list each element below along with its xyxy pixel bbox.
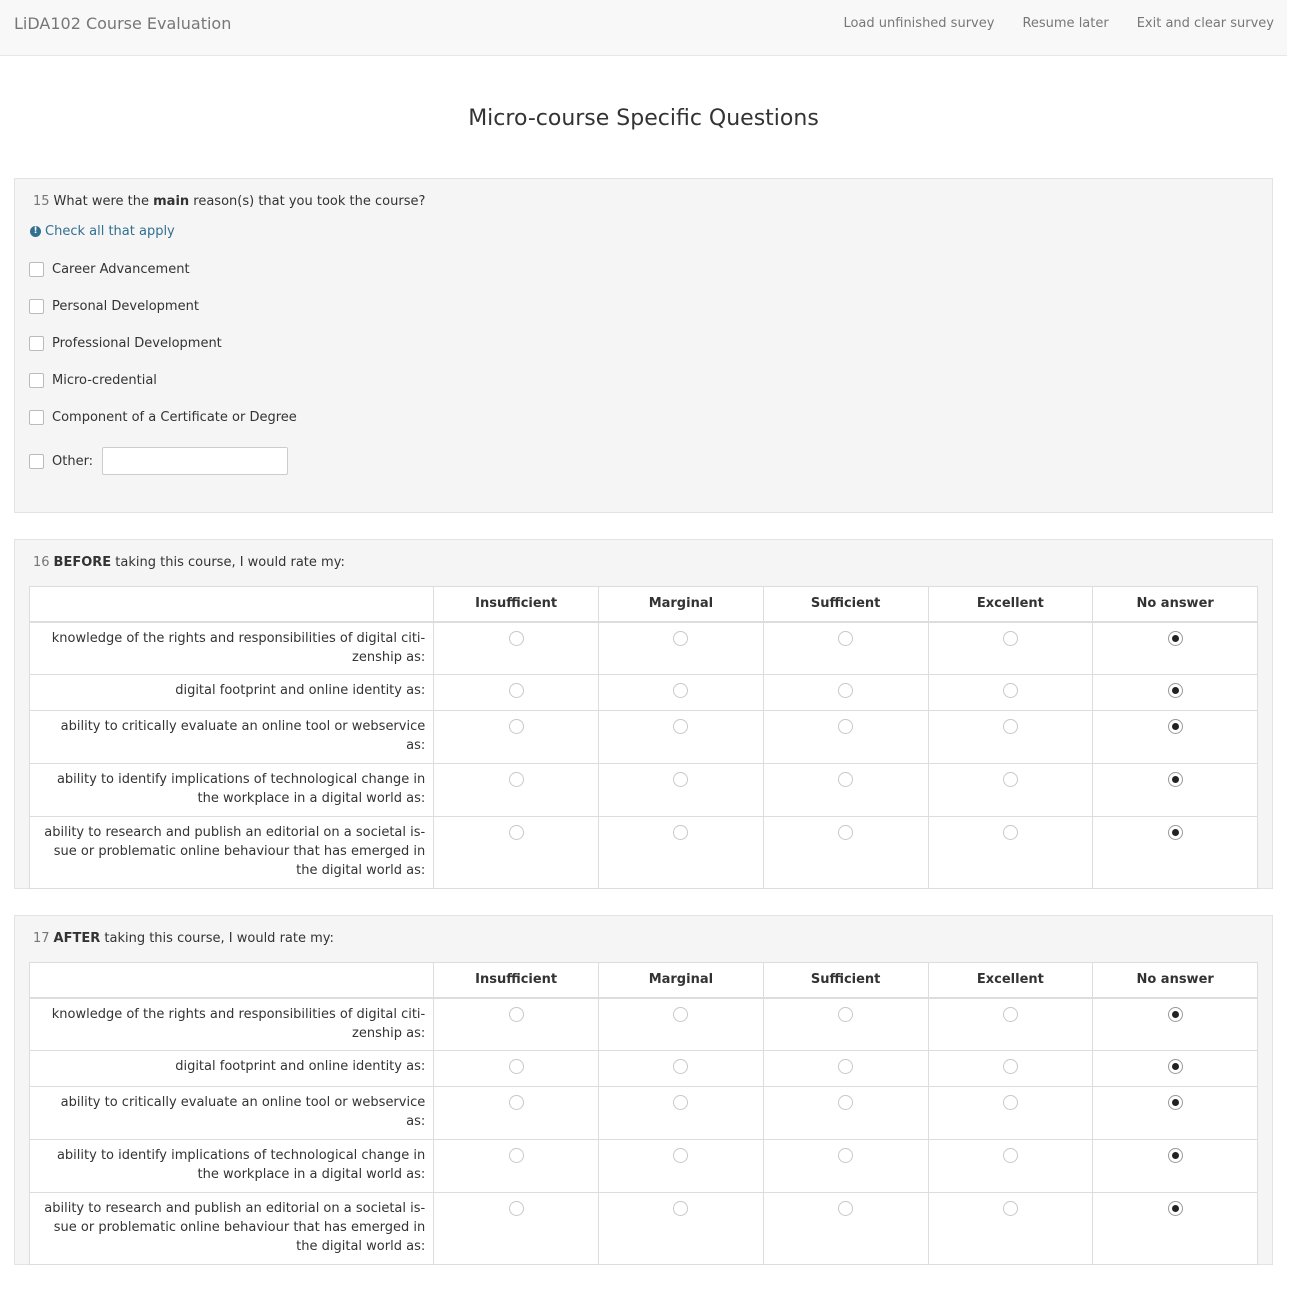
other-input[interactable]	[102, 447, 288, 475]
row-label: knowledge of the rights and responsibilities of digital citi-zenship as:	[30, 998, 434, 1051]
option-cell[interactable]	[928, 817, 1093, 889]
column-excellent: Excellent	[928, 963, 1093, 998]
radio-insufficient[interactable]	[509, 772, 524, 787]
rating-matrix-before	[29, 586, 1258, 889]
matrix-row	[30, 1193, 1258, 1265]
option-cell[interactable]	[1093, 817, 1258, 889]
option-personal-development[interactable]: Personal Development	[29, 299, 199, 314]
radio-insufficient[interactable]	[509, 1059, 524, 1074]
radio-excellent[interactable]	[1003, 772, 1018, 787]
radio-insufficient[interactable]	[509, 825, 524, 840]
survey-title[interactable]: LiDA102 Course Evaluation	[14, 14, 232, 33]
radio-sufficient[interactable]	[838, 772, 853, 787]
column-insufficient: Insufficient	[434, 587, 599, 622]
radio-insufficient[interactable]	[509, 683, 524, 698]
radio-excellent[interactable]	[1003, 719, 1018, 734]
matrix-row	[30, 1087, 1258, 1140]
option-cell[interactable]	[1093, 1140, 1258, 1193]
radio-excellent[interactable]	[1003, 1007, 1018, 1022]
row-label: ability to identify implications of technological change in the workplace in a digital world as:	[30, 764, 434, 817]
radio-excellent[interactable]	[1003, 1059, 1018, 1074]
radio-insufficient[interactable]	[509, 1201, 524, 1216]
option-cell[interactable]	[599, 711, 764, 764]
question-number: 17	[33, 931, 50, 946]
option-cell[interactable]	[763, 1140, 928, 1193]
radio-marginal[interactable]	[673, 1007, 688, 1022]
option-cell[interactable]	[434, 998, 599, 1051]
radio-no-answer[interactable]	[1168, 683, 1183, 698]
radio-excellent[interactable]	[1003, 825, 1018, 840]
column-excellent: Excellent	[928, 587, 1093, 622]
option-cell[interactable]	[434, 1140, 599, 1193]
option-cell[interactable]	[928, 1051, 1093, 1087]
radio-excellent[interactable]	[1003, 683, 1018, 698]
navbar	[0, 0, 1287, 56]
checkbox[interactable]	[29, 410, 44, 425]
column-sufficient: Sufficient	[763, 587, 928, 622]
option-micro-credential[interactable]: Micro-credential	[29, 373, 157, 388]
matrix-row	[30, 817, 1258, 889]
radio-no-answer[interactable]	[1168, 772, 1183, 787]
option-cell[interactable]	[599, 1051, 764, 1087]
radio-marginal[interactable]	[673, 683, 688, 698]
radio-marginal[interactable]	[673, 719, 688, 734]
radio-sufficient[interactable]	[838, 1059, 853, 1074]
option-cell[interactable]	[1093, 675, 1258, 711]
option-cell[interactable]	[1093, 764, 1258, 817]
radio-marginal[interactable]	[673, 1201, 688, 1216]
option-cell[interactable]	[434, 1087, 599, 1140]
option-cell[interactable]	[434, 817, 599, 889]
option-cell[interactable]	[1093, 1087, 1258, 1140]
option-cell[interactable]	[599, 764, 764, 817]
load-unfinished-survey-link[interactable]: Load unfinished survey	[843, 16, 995, 31]
option-cell[interactable]	[763, 817, 928, 889]
radio-no-answer[interactable]	[1168, 631, 1183, 646]
question-16	[14, 539, 1273, 889]
radio-sufficient[interactable]	[838, 825, 853, 840]
option-cell[interactable]	[599, 675, 764, 711]
radio-marginal[interactable]	[673, 772, 688, 787]
option-cell[interactable]	[434, 675, 599, 711]
option-cell[interactable]	[1093, 1193, 1258, 1265]
radio-no-answer[interactable]	[1168, 719, 1183, 734]
matrix-row	[30, 998, 1258, 1051]
option-cell[interactable]	[599, 817, 764, 889]
radio-excellent[interactable]	[1003, 1095, 1018, 1110]
option-cell[interactable]	[1093, 1051, 1258, 1087]
option-other[interactable]: Other:	[29, 447, 288, 475]
radio-marginal[interactable]	[673, 1148, 688, 1163]
question-number: 16	[33, 555, 50, 570]
option-career-advancement[interactable]: Career Advancement	[29, 262, 190, 277]
option-cell[interactable]	[1093, 998, 1258, 1051]
checkbox[interactable]	[29, 262, 44, 277]
option-cell[interactable]	[599, 1193, 764, 1265]
row-label: ability to research and publish an editorial on a societal is-sue or problematic online behaviour that has emerged in the digital world as:	[30, 817, 434, 889]
exit-and-clear-survey-link[interactable]: Exit and clear survey	[1136, 16, 1274, 31]
option-cell[interactable]	[1093, 622, 1258, 675]
matrix-row	[30, 675, 1258, 711]
question-17-text: 17 AFTER taking this course, I would rate my:	[33, 931, 334, 946]
row-label: ability to identify implications of technological change in the workplace in a digital world as:	[30, 1140, 434, 1193]
column-sufficient: Sufficient	[763, 963, 928, 998]
radio-sufficient[interactable]	[838, 631, 853, 646]
checkbox[interactable]	[29, 336, 44, 351]
radio-sufficient[interactable]	[838, 1148, 853, 1163]
option-certificate-or-degree[interactable]: Component of a Certificate or Degree	[29, 410, 297, 425]
radio-no-answer[interactable]	[1168, 1007, 1183, 1022]
option-cell[interactable]	[928, 622, 1093, 675]
matrix-row	[30, 711, 1258, 764]
radio-no-answer[interactable]	[1168, 1095, 1183, 1110]
radio-sufficient[interactable]	[838, 719, 853, 734]
question-number: 15	[33, 194, 50, 209]
option-cell[interactable]	[434, 711, 599, 764]
option-cell[interactable]	[763, 711, 928, 764]
checkbox[interactable]	[29, 299, 44, 314]
nav-links	[843, 16, 1274, 31]
radio-sufficient[interactable]	[838, 1095, 853, 1110]
column-marginal: Marginal	[599, 963, 764, 998]
option-cell[interactable]	[434, 622, 599, 675]
row-label: ability to critically evaluate an online tool or webservice as:	[30, 1087, 434, 1140]
option-cell[interactable]	[434, 1051, 599, 1087]
option-cell[interactable]	[763, 1051, 928, 1087]
option-cell[interactable]	[599, 998, 764, 1051]
radio-marginal[interactable]	[673, 825, 688, 840]
column-insufficient: Insufficient	[434, 963, 599, 998]
row-label: digital footprint and online identity as:	[30, 675, 434, 711]
question-15	[14, 178, 1273, 513]
radio-no-answer[interactable]	[1168, 1059, 1183, 1074]
radio-sufficient[interactable]	[838, 683, 853, 698]
matrix-row	[30, 1140, 1258, 1193]
radio-insufficient[interactable]	[509, 1007, 524, 1022]
radio-excellent[interactable]	[1003, 631, 1018, 646]
radio-marginal[interactable]	[673, 1059, 688, 1074]
radio-no-answer[interactable]	[1168, 1148, 1183, 1163]
option-cell[interactable]	[599, 622, 764, 675]
radio-no-answer[interactable]	[1168, 1201, 1183, 1216]
option-cell[interactable]	[928, 764, 1093, 817]
option-cell[interactable]	[763, 675, 928, 711]
radio-marginal[interactable]	[673, 631, 688, 646]
option-cell[interactable]	[434, 1193, 599, 1265]
row-label: ability to research and publish an editorial on a societal is-sue or problematic online behaviour that has emerged in the digital world as:	[30, 1193, 434, 1265]
radio-marginal[interactable]	[673, 1095, 688, 1110]
option-cell[interactable]	[928, 1087, 1093, 1140]
question-15-text: 15 What were the main reason(s) that you took the course?	[33, 194, 426, 209]
row-label: digital footprint and online identity as:	[30, 1051, 434, 1087]
radio-insufficient[interactable]	[509, 719, 524, 734]
radio-sufficient[interactable]	[838, 1007, 853, 1022]
question-17	[14, 915, 1273, 1265]
option-cell[interactable]	[599, 1087, 764, 1140]
question-16-text: 16 BEFORE taking this course, I would rate my:	[33, 555, 345, 570]
column-no-answer: No answer	[1093, 963, 1258, 998]
radio-insufficient[interactable]	[509, 631, 524, 646]
option-cell[interactable]	[928, 1140, 1093, 1193]
matrix-row	[30, 764, 1258, 817]
row-label: ability to critically evaluate an online tool or webservice as:	[30, 711, 434, 764]
checkbox[interactable]	[29, 454, 44, 469]
matrix-row	[30, 1051, 1258, 1087]
option-cell[interactable]	[599, 1140, 764, 1193]
rating-matrix-after	[29, 962, 1258, 1265]
column-no-answer: No answer	[1093, 587, 1258, 622]
option-cell[interactable]	[434, 764, 599, 817]
page-title: Micro-course Specific Questions	[468, 106, 819, 131]
option-cell[interactable]	[928, 711, 1093, 764]
option-cell[interactable]	[928, 998, 1093, 1051]
row-label: knowledge of the rights and responsibilities of digital citi-zenship as:	[30, 622, 434, 675]
option-cell[interactable]	[763, 622, 928, 675]
radio-insufficient[interactable]	[509, 1095, 524, 1110]
option-professional-development[interactable]: Professional Development	[29, 336, 222, 351]
resume-later-link[interactable]: Resume later	[1022, 16, 1109, 31]
matrix-row	[30, 622, 1258, 675]
option-cell[interactable]	[763, 764, 928, 817]
option-cell[interactable]	[763, 1193, 928, 1265]
radio-insufficient[interactable]	[509, 1148, 524, 1163]
radio-excellent[interactable]	[1003, 1148, 1018, 1163]
column-marginal: Marginal	[599, 587, 764, 622]
radio-sufficient[interactable]	[838, 1201, 853, 1216]
radio-excellent[interactable]	[1003, 1201, 1018, 1216]
option-cell[interactable]	[1093, 711, 1258, 764]
option-cell[interactable]	[763, 998, 928, 1051]
option-cell[interactable]	[928, 675, 1093, 711]
radio-no-answer[interactable]	[1168, 825, 1183, 840]
option-cell[interactable]	[928, 1193, 1093, 1265]
info-icon: !	[30, 226, 41, 237]
checkbox[interactable]	[29, 373, 44, 388]
help-text: ! Check all that apply	[30, 224, 175, 239]
option-cell[interactable]	[763, 1087, 928, 1140]
